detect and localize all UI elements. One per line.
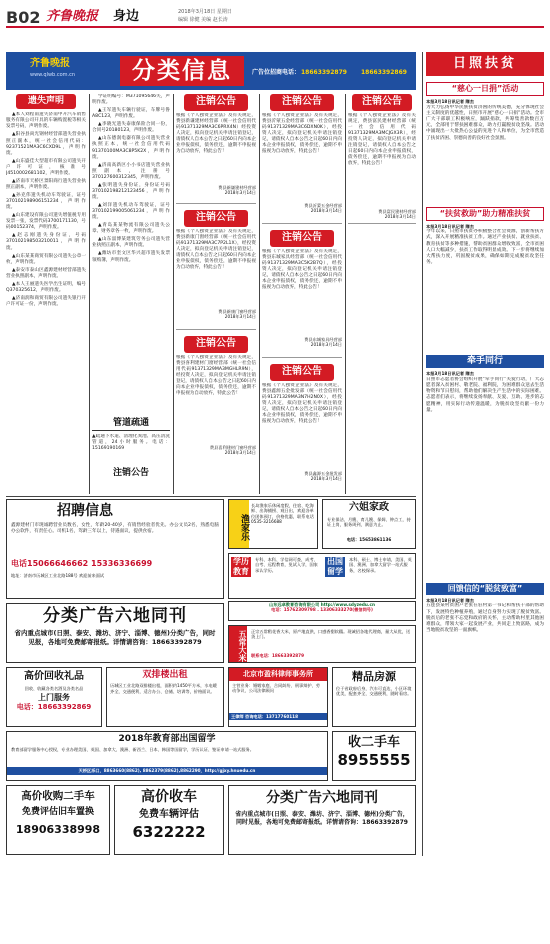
gift-recycling-ad — [6, 667, 102, 727]
cancel-notice — [176, 210, 256, 330]
lost-notice-item: ▲山东某某商贸有限公司遗失公章一枚，声明作废。 — [6, 253, 86, 265]
used-car-purchase-title: 高价收购二手车 — [21, 790, 95, 802]
story-body: 今年以来，日照市扶贫办积极整合社会资源，创新帮扶方式，深入开展精准扶贫工作。通过产业扶贫、就业扶贫、教育扶贫等多种措施，帮助贫困群众增收致富，全市贫困人口大幅减少，扶贫工作取得明显成效。下一步将继续加大帮扶力度，巩固脱贫成果，确保如期完成脱贫攻坚任务。 — [426, 229, 544, 266]
lost-notice-item: ▲山东盛佳大型超市有限公司遗失开户许可证，核准号J4510002681102，声明作废。 — [6, 158, 86, 176]
cancel-notice-signature: 费县东城家具经营部 — [304, 336, 342, 342]
cancel-notices-col-4 — [262, 94, 342, 494]
cancel-notice-signature: 费县沂蒙五金经营部 — [304, 202, 342, 208]
education-body: 专科、本科、学信网可查，成考、自考、远程教育，免试入学，国家承认学历。 — [255, 557, 318, 573]
study-abroad-banner-contact: 天桥区泺口，8863660(8862), 8862379(8862),8862290，http://gjxy.hnuedu.cn — [7, 767, 327, 774]
lost-notice-item: ▲本人王丽遗失医学出生证明，编号Q370325612，声明作废。 — [6, 281, 86, 293]
recruitment-body: 鑫源建材门市现诚聘营业员数名，女性，年龄20-40岁，有销售经验者优先。办公文员2名，熟悉电脑办公软件，有责任心。司机1名，驾龄三年以上，待遇面议，提供食宿。 — [11, 522, 219, 534]
lost-notice-title: 遗失声明 — [16, 94, 76, 109]
housekeeping-phone: 电话：15653861136 — [346, 536, 392, 542]
lost-notice-item: ▲潍坊市奎文区华兴超市遗失发票领购簿，声明作废。 — [92, 251, 170, 263]
building-rent-ad — [106, 667, 224, 727]
cancel-notices-col-5 — [348, 94, 416, 494]
gift-recycling-body: 回收、收藏各类名酒及各类名品 — [24, 685, 84, 691]
used-car-buy-phone: 8955555 — [337, 751, 411, 770]
cancel-notice-signature: 费县鑫源五金批发部 — [304, 470, 342, 476]
cancel-notice-date: 2018年3月14日 — [224, 189, 256, 195]
page-number: B02 — [6, 8, 41, 27]
cancel-notice-title: 注销公告 — [270, 94, 334, 111]
cancel-notice-body: 根据《个人独资企业法》及有关规定，费县富民建材经营部（统一社会信用代码91371329MA3MCJGX3R），经投资人决定，拟向登记机关申请注销登记，请债权人自本公告之日起60日内向本企业申报债权，债务偿还，逾期不申报视为自动放弃，特此公告！ — [348, 112, 416, 166]
building-rent-title: 双排楼出租 — [142, 670, 188, 680]
rice-body: 正宗五常稻花香大米，原产地直供，口感香甜软糯。现诚招各地代理商，量大从优，送货上门。 — [251, 629, 411, 640]
notice-column-2 — [92, 94, 170, 494]
lost-notice-item: ▲济南市天桥区景阳商行遗失营业执照正副本，声明作废。 — [6, 178, 86, 190]
cancel-notice — [262, 230, 342, 358]
building-rent-body: 历城区工业北路双排楼出租，面积约1450平方米，水电暖齐全，交通便利，适合办公、仓储、培训等，价格面议。 — [110, 683, 217, 694]
education-phone: 电话：15762309798 . 13306333270(微信同号) — [271, 607, 373, 613]
cancel-notice-body: 根据《个人独资企业法》及有关规定，费县沂蒙五金经营部（统一社会信用代码91371329MA3C6DXN0K），经投资人决定，拟向登记机关申请注销登记，请债权人自本公告之日起60日内向本企业申报债权，债务偿还，逾期不申报视为自动放弃，特此公告！ — [262, 112, 342, 154]
cancel-notice-signature: 费县新康门窗经营部 — [218, 308, 256, 314]
housekeeping-title: 六姐家政 — [349, 502, 389, 513]
banner-url: www.qlwb.com.cn — [30, 72, 75, 78]
cancel-notice-signature: 费县新谦建材经营部 — [218, 184, 256, 190]
banner-phone-1: 18663392879 — [301, 69, 347, 76]
six-city-ad — [6, 603, 224, 663]
lost-notice-item: ▲青岛某某物流有限公司遗失公章、财务章各一枚，声明作废。 — [92, 223, 170, 235]
lost-notice-item: ▲张明遗失身份证，身份证号码370102198212123456，声明作废。 — [92, 182, 170, 200]
cancel-notice — [348, 94, 416, 224]
lost-notice-item: ▲山东德润电器有限公司遗失营业执照正本，统一社会信用代码91370100MA3C8P5K2X，声明作废。 — [92, 136, 170, 160]
education-address: 山东远卓教育咨询有限公司 http://www.sdyzedu.cn — [269, 602, 375, 607]
six-city-body: 省内重点城市(日照、泰安、潍坊、济宁、淄博、德州)分类广告，同时见报，各地可免费邮寄报纸。详情请咨询：18663392879 — [14, 629, 216, 646]
cancel-notice-date: 2018年3月14日 — [310, 475, 342, 481]
cancel-notice-body: 根据《个人独资企业法》及有关规定，费县鑫源五金批发部（统一社会信用代码91371329MA3N7H2N0X），经投资人决定，拟向登记机关申请注销登记，请债权人自本公告之日起60日内向本企业申报债权，债务偿还，逾期不申报视为自动放弃，特此公告！ — [262, 382, 342, 424]
property-body: 位于省政府后身，汽车可直达，小区环境优美，配套齐全，交通便利，随时看房。 — [336, 685, 412, 697]
law-firm-body: 主营业务：婚姻家庭、合同纠纷、刑事辩护、劳动争议、公司法律顾问 — [232, 682, 320, 694]
car-buy-ad — [114, 785, 224, 855]
story-byline: 本报3月18日讯记者 隋杰 — [426, 223, 474, 229]
lost-notice-item: ▲阳谷县尚光钢材经营部遗失营业执照正副本，统一社会信用代码：92371521MA3C6CXD9L，声明作废。 — [6, 132, 86, 156]
housekeeping-body: 专业保洁、月嫂、育儿嫂、保姆、钟点工，持证上岗，服务周到，满意为止。 — [327, 516, 411, 527]
law-firm-ad — [228, 667, 328, 727]
fishing-resort-body: 长岛渔家乐休闲度假，住宿、吃海鲜、出海捕捞、观日出，欢迎各单位团体预订，价格优惠，联系电话0535-3216688 — [251, 503, 314, 525]
cancel-notice-title: 注销公告 — [184, 210, 248, 227]
used-car-purchase-subtitle: 免费评估旧车置换 — [21, 807, 94, 818]
poverty-relief-column — [426, 52, 544, 856]
cancel-notice — [176, 94, 256, 204]
used-car-purchase-phone: 18906338998 — [15, 823, 101, 837]
notice-column-2-body — [92, 94, 170, 414]
fishing-resort-title: 渔家乐 — [229, 500, 249, 549]
story-body: 五莲县某村贫困户老张在驻村第一书记和帮扶干部的帮助下，发展特色种植养殖，通过自身努力实现了脱贫致富。脱贫后的老张不忘党和政府的关怀，主动帮助村里其他困难群众，带领大家一起发展产业，共同走上致富路，成为当地脱贫攻坚的一面旗帜。 — [426, 603, 544, 634]
cancel-notice-title: 注销公告 — [184, 94, 248, 111]
section-banner — [6, 52, 416, 90]
study-abroad-title: 出国留学 — [327, 557, 343, 576]
cancel-notice-title: 注销公告 — [112, 468, 149, 479]
used-car-buy-ad — [332, 731, 416, 781]
study-abroad-body: 本科、硕士、博士申请，美国、英国、澳洲、加拿大留学一站式服务，名校保录。 — [349, 557, 412, 573]
car-buy-phone: 6322222 — [132, 823, 206, 841]
property-title: 精品房源 — [352, 670, 396, 683]
six-city-title: 分类广告六地同刊 — [43, 606, 187, 626]
lost-notice-body — [6, 112, 86, 484]
gift-recycling-phone: 电话：18663392869 — [16, 702, 92, 711]
cancel-notice — [262, 364, 342, 492]
fishing-resort-ad — [228, 499, 318, 549]
cancel-notice-body: 根据《个人独资企业法》及有关规定，费县喜利建材门窗经营部（统一社会信用代码91371329MA3MGHLR9N），经投资人决定，拟向登记机关申请注销登记，请债权人自本公告之日起60日内向本企业申报债权，债务偿还，逾期不申报视为自动放弃，特此公告！ — [176, 354, 256, 396]
story-title: “扶贫救助”助力精准扶贫 — [426, 207, 544, 221]
study-abroad-banner-title: 2018年教育部出国留学 — [118, 734, 216, 744]
lost-notice-item: ▲李晓光遗失泰康保险合同一份，合同号20180123，声明作废。 — [92, 122, 170, 134]
six-city-bottom-body: 省内重点城市(日照、泰安、潍坊、济宁、淄博、德州)分类广告，同时见报，各地可免费邮寄报纸。详情请咨询：18663392879 — [235, 810, 409, 826]
story-body: 日照市志愿者协会组织开展“牵手同行”关爱行动，广大志愿者深入贫困村、敬老院、福利院，为困难群众送去生活物资和节日慰问，帮助他们解决生产生活中的实际困难。志愿者们表示，将继续发扬奉献、友爱、互助、进步的志愿精神，用实际行动传递温暖，为脱贫攻坚贡献一份力量。 — [426, 376, 544, 413]
story-byline: 本报3月18日讯记者 隋杰 — [426, 371, 474, 377]
story-title: 牵手同行 — [426, 355, 544, 368]
law-firm-phone: 王律师 咨询电话：13717760118 — [229, 713, 327, 720]
section-title: 身边 — [113, 9, 140, 24]
cancel-notice-date: 2018年3月14日 — [310, 341, 342, 347]
law-firm-title: 北京市盈科律师事务所 — [229, 668, 327, 681]
banner-title: 分类信息 — [120, 56, 244, 86]
cancel-notice-body: 根据《个人独资企业法》及有关规定，费县东城家具经营部（统一社会信用代码91371329MA3C5K2B7Q），经投资人决定，拟向登记机关申请注销登记，请债权人自本公告之日起60日内向本企业申报债权，债务偿还，逾期不申报视为自动放弃，特此公告！ — [262, 248, 342, 290]
education-contact-bar — [228, 601, 416, 621]
housekeeping-ad — [322, 499, 416, 549]
lost-notice-item: ▲山东建设有限公司遗失增值税专用发票一张，发票代码3700171130，号码00152374，声明作废。 — [6, 213, 86, 231]
lost-notice-item: ▲刘洋遗失机动车驾驶证，证号370102199005061234，声明作废。 — [92, 203, 170, 221]
gift-recycling-title: 高价回收礼品 — [24, 671, 84, 682]
cancel-notice-body: 根据《个人独资企业法》及有关规定，费县新谦建材经营部（统一社会信用代码91371329MA3C6PRX4N）经投资人决定，拟向登记机关申请注销登记，请债权人自本公告之日起60日内向本企业申报债权，债务偿还，逾期不申报视为自动放弃，特此公告！ — [176, 112, 256, 154]
cancel-notice-date: 2018年3月14日 — [224, 313, 256, 319]
header-date: 2018年3月18日 星期日 — [178, 9, 232, 15]
cancel-notice — [176, 336, 256, 486]
used-car-purchase-ad — [6, 785, 110, 855]
lost-notice-item: ▲赵志刚遗失身份证，号码370102198503210011，声明作废。 — [6, 233, 86, 251]
study-abroad-banner-ad — [6, 731, 328, 781]
property-ad — [332, 667, 416, 727]
page-header — [6, 6, 544, 28]
cancel-notice-date: 2018年3月14日 — [310, 207, 342, 213]
car-buy-title: 高价收车 — [141, 789, 197, 805]
story-title: 回馈信的“脱贫致富” — [426, 583, 544, 595]
six-city-bottom-title: 分类广告六地同刊 — [266, 790, 378, 806]
story-body: 为大力弘扬中华民族扶贫济困的传统美德，充分体现社会主义制度的优越性，日照市开展“慈心一日捐”活动。全市广大干部职工积极响应，踊跃捐款，共筹集善款数百万元，全部用于帮扶困难群众，助力打赢脱贫攻坚战。活动中涌现出一大批热心公益的先进个人和单位，为全市营造了扶贫济困、崇德向善的良好社会氛围。 — [426, 104, 544, 141]
rice-title: 五常大米 — [229, 626, 247, 663]
lost-notice-column — [6, 94, 86, 494]
pipe-cleaning-title: 管道疏通 — [92, 418, 170, 431]
cancel-notice-title: 注销公告 — [352, 94, 412, 111]
gift-recycling-service: 上门服务 — [38, 692, 70, 702]
recruitment-title: 招聘信息 — [57, 503, 113, 519]
banner-phone-2: 18663392869 — [361, 69, 407, 76]
six-city-ad-bottom — [228, 785, 416, 855]
lost-notice-item: 学证明编号：M371095646失，声明作废。 — [92, 94, 170, 106]
lost-notice-item: ▲本人刘程南遗失济南中升汽车销售服务有限公司开具的车辆购置税等相关发票号码，声明作废。 — [6, 112, 86, 130]
lost-notice-item: ▲济南高新区小小书店遗失营业执照副本，注册号370127600312345，声明作废。 — [92, 162, 170, 180]
cancel-notice-date: 2018年3月14日 — [384, 213, 416, 219]
cancel-notices-col-3 — [176, 94, 256, 494]
cancel-notice-signature: 费县富民建材经营部 — [378, 208, 416, 214]
education-title: 学历教育 — [233, 557, 249, 576]
banner-phone-label: 广告位招商电话： — [252, 69, 301, 76]
story-byline: 本报3月18日讯记者 隋杰 — [426, 597, 474, 603]
story-title: “慈心一日捐”活动 — [426, 82, 544, 96]
cancel-notice-title: 注销公告 — [270, 230, 334, 247]
cancel-notice-title: 注销公告 — [184, 336, 248, 353]
education-ad — [228, 553, 416, 599]
study-abroad-banner-body: 教育部留学服务中心授权，专业办理美国、英国、加拿大、澳洲、新西兰、日本、韩国等国留学，学历认证、签证申请一站式服务。 — [11, 747, 254, 753]
banner-logo: 齐鲁晚报 — [30, 58, 70, 69]
lost-notice-item: ▲王军遗失车辆行驶证，车牌号鲁A8C123，声明作废。 — [92, 108, 170, 120]
recruitment-footer: 地址：济南市历城区工业北路188号 欢迎前来面试 — [11, 572, 105, 578]
used-car-buy-title: 收二手车 — [347, 735, 400, 750]
cancel-notice — [262, 94, 342, 224]
lost-notice-item: ▲泰安市泰山区鑫源建材经营部遗失营业执照副本，声明作废。 — [6, 267, 86, 279]
rice-phone: 联系电话：18663392879 — [251, 653, 304, 658]
pipe-cleaning-body: ▲疏通下水道、清理化粪池、高压清洗管道，24小时服务。电话：15169190169 — [92, 434, 170, 452]
car-buy-subtitle: 免费车辆评估 — [139, 808, 199, 820]
recruitment-ad — [6, 499, 224, 599]
story-byline: 本报3月18日讯记者 隋杰 — [426, 99, 474, 105]
rice-ad — [228, 625, 416, 663]
cancel-notice-signature: 费县喜利建材门窗经营部 — [209, 444, 256, 450]
lost-notice-item: ▲山东淄博某建筑劳务公司遗失营业执照正副本，声明作废。 — [92, 237, 170, 249]
cancel-notice-date: 2018年3月14日 — [224, 449, 256, 455]
recruitment-phone: 电话15066646662 15336336699 — [11, 558, 153, 568]
header-logo: 齐鲁晚报 — [46, 9, 99, 24]
header-editors: 编辑 徐健 美编 赵长涛 — [178, 17, 228, 23]
lost-notice-item: ▲济南润和商贸有限公司遗失银行开户许可证一份，声明作废。 — [6, 295, 86, 307]
cancel-notice-body: 根据《个人独资企业法》及有关规定，费县新康门窗经营部（统一社会信用代码91371329MA3C7P2L1X），经投资人决定，拟向登记机关申请注销登记，请债权人自本公告之日起60日内向本企业申报债权，债务偿还，逾期不申报视为自动放弃，特此公告！ — [176, 228, 256, 270]
lost-notice-item: ▲孙克伟遗失机动车驾驶证，证号370102198906151234，声明作废。 — [6, 193, 86, 211]
cancel-notice-title: 注销公告 — [270, 364, 334, 381]
poverty-relief-header: 日照扶贫 — [426, 52, 544, 76]
